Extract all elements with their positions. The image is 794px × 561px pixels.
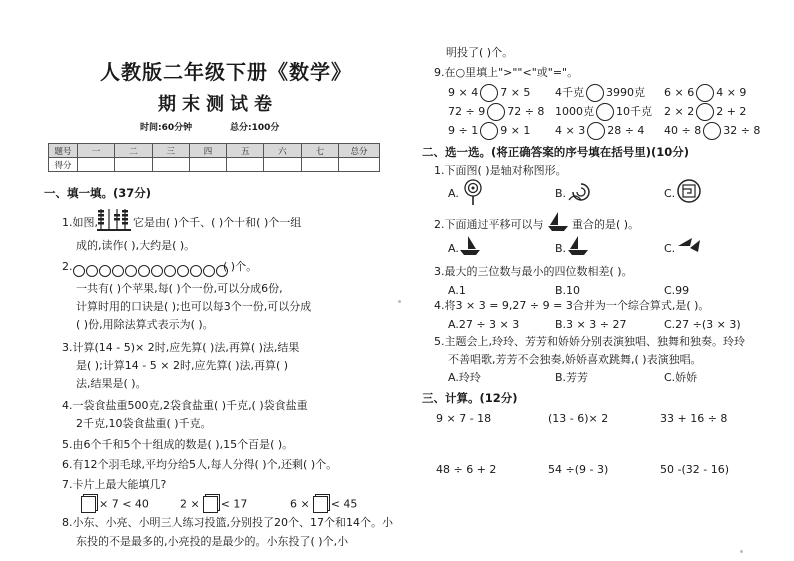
- s5-option-a[interactable]: A.玲玲: [448, 371, 481, 384]
- swirl-icon: [567, 178, 595, 204]
- score-cell: 七: [301, 144, 338, 158]
- score-cell: 四: [189, 144, 226, 158]
- score-cell: 五: [227, 144, 264, 158]
- apple-icon: [112, 265, 124, 277]
- apple-icon: [138, 265, 150, 277]
- s2-text: 重合的是( )。: [572, 218, 640, 231]
- q2-text: 一共有( )个苹果,每( )个一份,可以分成6份,: [76, 282, 283, 295]
- compare-right: 9 × 1: [500, 124, 531, 137]
- scan-dot: [398, 300, 401, 303]
- s3-option-a[interactable]: A.1: [448, 284, 466, 297]
- q8-cont: 明投了( )个。: [446, 46, 514, 59]
- apple-row: [73, 260, 229, 279]
- calc-expr: 54 ÷(9 - 3): [548, 463, 609, 476]
- compare-left: 2 × 2: [664, 105, 695, 118]
- s1-option-c[interactable]: C.: [664, 187, 676, 200]
- card-icon[interactable]: [203, 496, 218, 513]
- q2-text: ( )个。: [223, 260, 258, 273]
- s1-text: 1.下面图( )是轴对称图形。: [434, 164, 567, 177]
- score-cell: 总分: [339, 144, 380, 158]
- compare-row: [555, 122, 644, 140]
- page-title: 人教版二年级下册《数学》: [100, 60, 352, 84]
- compare-circle[interactable]: [587, 122, 605, 140]
- score-input-cell[interactable]: [78, 158, 115, 172]
- page-subtitle: 期末测试卷: [158, 94, 278, 115]
- score-input-cell[interactable]: [152, 158, 189, 172]
- section-1-heading: 一、填一填。(37分): [44, 186, 152, 200]
- compare-circle[interactable]: [696, 103, 714, 121]
- q1-text: 成的,读作( ),大约是( )。: [76, 239, 196, 252]
- compare-circle[interactable]: [480, 84, 498, 102]
- time-limit: 时间:60分钟: [140, 123, 193, 133]
- score-cell: 一: [78, 144, 115, 158]
- compare-right: 28 ÷ 4: [607, 124, 645, 137]
- s3-option-b[interactable]: B.10: [555, 284, 581, 297]
- boat-icon: [458, 234, 482, 256]
- q8-text: 8.小东、小亮、小明三人练习投篮,分别投了20个、17个和14个。小: [62, 516, 393, 529]
- q2-text: ( )份,用除法算式表示为( )。: [76, 318, 214, 331]
- score-input-cell[interactable]: [339, 158, 380, 172]
- q4-text: 2千克,10袋食盐重( )千克。: [76, 417, 212, 430]
- s3-text: 3.最大的三位数与最小的四位数相差( )。: [434, 265, 633, 278]
- q1-label: 1.如图,: [62, 216, 98, 229]
- compare-right: 4 × 9: [716, 86, 747, 99]
- s2-option-a[interactable]: A.: [448, 242, 459, 255]
- compare-left: 4 × 3: [555, 124, 586, 137]
- q1-text: 它是由( )个千、( )个十和( )个一组: [133, 216, 302, 229]
- card-icon[interactable]: [313, 496, 328, 513]
- s3-option-c[interactable]: C.99: [664, 284, 690, 297]
- score-input-cell[interactable]: [227, 158, 264, 172]
- score-input-cell[interactable]: [264, 158, 301, 172]
- calc-expr: 50 -(32 - 16): [660, 463, 730, 476]
- compare-row: [555, 84, 645, 102]
- abacus-icon: [96, 206, 132, 232]
- compare-left: 9 × 4: [448, 86, 479, 99]
- score-cell: 三: [152, 144, 189, 158]
- card-icon[interactable]: [81, 496, 96, 513]
- apple-icon: [151, 265, 163, 277]
- compare-right: 7 × 5: [500, 86, 531, 99]
- compare-circle[interactable]: [487, 103, 505, 121]
- q4-text: 4.一袋食盐重500克,2袋食盐重( )千克,( )袋食盐重: [62, 399, 308, 412]
- compare-row: [664, 103, 746, 121]
- q3-text: 是( );计算14 - 5 × 2时,应先算( )法,再算( ): [76, 359, 289, 372]
- calc-expr: (13 - 6)× 2: [548, 412, 609, 425]
- score-input-cell[interactable]: [189, 158, 226, 172]
- q9-text: 9.在○里填上">""<"或"="。: [434, 66, 579, 79]
- compare-right: 3990克: [606, 86, 645, 99]
- compare-circle[interactable]: [703, 122, 721, 140]
- ornament-icon: [676, 178, 702, 204]
- compare-row: [448, 84, 530, 102]
- compare-row: [448, 122, 530, 140]
- s5-text: 不善唱歌,芳芳不会独奏,娇娇喜欢跳舞,( )表演独唱。: [448, 353, 702, 366]
- score-input-cell[interactable]: [115, 158, 152, 172]
- q7-text: 7.卡片上最大能填几?: [62, 478, 167, 491]
- apple-icon: [190, 265, 202, 277]
- q7-expr: < 45: [330, 497, 358, 511]
- q7-card-2: [180, 496, 247, 513]
- compare-row: [448, 103, 544, 121]
- boat-icon: [566, 234, 590, 256]
- s4-text: 4.将3 × 3 = 9,27 ÷ 9 = 3合并为一个综合算式,是( )。: [434, 299, 710, 312]
- q8-text: 东投的不是最多的,小亮投的是最少的。小东投了( )个,小: [76, 535, 349, 548]
- compare-right: 32 ÷ 8: [723, 124, 761, 137]
- s5-option-b[interactable]: B.芳芳: [555, 371, 589, 384]
- q3-text: 法,结果是( )。: [76, 377, 147, 390]
- apple-icon: [86, 265, 98, 277]
- score-cell: 六: [264, 144, 301, 158]
- q7-expr: × 7 < 40: [99, 497, 149, 511]
- s4-option-c[interactable]: C.27 ÷(3 × 3): [664, 318, 741, 331]
- total-score: 总分:100分: [230, 123, 280, 133]
- compare-row: [555, 103, 652, 121]
- apple-icon: [177, 265, 189, 277]
- q7-card-3: [290, 496, 357, 513]
- section-2-heading: 二、选一选。(将正确答案的序号填在括号里)(10分): [422, 145, 690, 159]
- q7-expr: < 17: [220, 497, 248, 511]
- s2-option-b[interactable]: B.: [555, 242, 567, 255]
- scan-dot: [740, 550, 743, 553]
- compare-left: 72 ÷ 9: [448, 105, 486, 118]
- apple-icon: [164, 265, 176, 277]
- compare-right: 2 + 2: [716, 105, 747, 118]
- s2-text: 2.下面通过平移可以与: [434, 218, 544, 231]
- s4-option-b[interactable]: B.3 × 3 ÷ 27: [555, 318, 627, 331]
- q2-label: 2.: [62, 260, 73, 273]
- q7-expr: 2 ×: [180, 497, 200, 511]
- compare-left: 9 ÷ 1: [448, 124, 479, 137]
- score-cell: 题号: [49, 144, 78, 158]
- q5-text: 5.由6个千和5个十组成的数是( ),15个百是( )。: [62, 438, 294, 451]
- section-3-heading: 三、计算。(12分): [422, 391, 518, 405]
- q3-text: 3.计算(14 - 5)× 2时,应先算( )法,再算( )法,结果: [62, 341, 300, 354]
- score-cell: 二: [115, 144, 152, 158]
- calc-expr: 48 ÷ 6 + 2: [436, 463, 497, 476]
- lollipop-icon: [460, 178, 486, 206]
- apple-icon: [125, 265, 137, 277]
- q2-text: 计算时用的口诀是( );也可以每3个一份,可以分成: [76, 300, 312, 313]
- s2-option-c[interactable]: C.: [664, 242, 676, 255]
- score-input-cell[interactable]: [301, 158, 338, 172]
- compare-row: [664, 122, 760, 140]
- s5-option-c[interactable]: C.娇娇: [664, 371, 698, 384]
- q6-text: 6.有12个羽毛球,平均分给5人,每人分得( )个,还剩( )个。: [62, 458, 338, 471]
- s1-option-b[interactable]: B.: [555, 187, 567, 200]
- q7-expr: 6 ×: [290, 497, 310, 511]
- boat-icon: [546, 210, 570, 232]
- compare-circle[interactable]: [480, 122, 498, 140]
- apple-icon: [99, 265, 111, 277]
- compare-row: [664, 84, 746, 102]
- s5-text: 5.主题会上,玲玲、芳芳和娇娇分别表演独唱、独舞和独奏。玲玲: [434, 335, 745, 348]
- score-cell: 得分: [49, 158, 78, 172]
- compare-right: 72 ÷ 8: [507, 105, 545, 118]
- compare-left: 40 ÷ 8: [664, 124, 702, 137]
- apple-icon: [203, 265, 215, 277]
- score-table: [48, 143, 380, 172]
- compare-circle[interactable]: [586, 84, 604, 102]
- compare-left: 6 × 6: [664, 86, 695, 99]
- compare-circle[interactable]: [696, 84, 714, 102]
- compare-left: 1000克: [555, 105, 594, 118]
- compare-right: 10千克: [616, 105, 652, 118]
- boat-icon: [676, 234, 702, 256]
- calc-expr: 33 + 16 ÷ 8: [660, 412, 728, 425]
- s1-option-a[interactable]: A.: [448, 187, 459, 200]
- q7-card-1: [78, 496, 149, 513]
- calc-expr: 9 × 7 - 18: [436, 412, 492, 425]
- compare-circle[interactable]: [596, 103, 614, 121]
- s4-option-a[interactable]: A.27 ÷ 3 × 3: [448, 318, 520, 331]
- compare-left: 4千克: [555, 86, 584, 99]
- apple-icon: [73, 265, 85, 277]
